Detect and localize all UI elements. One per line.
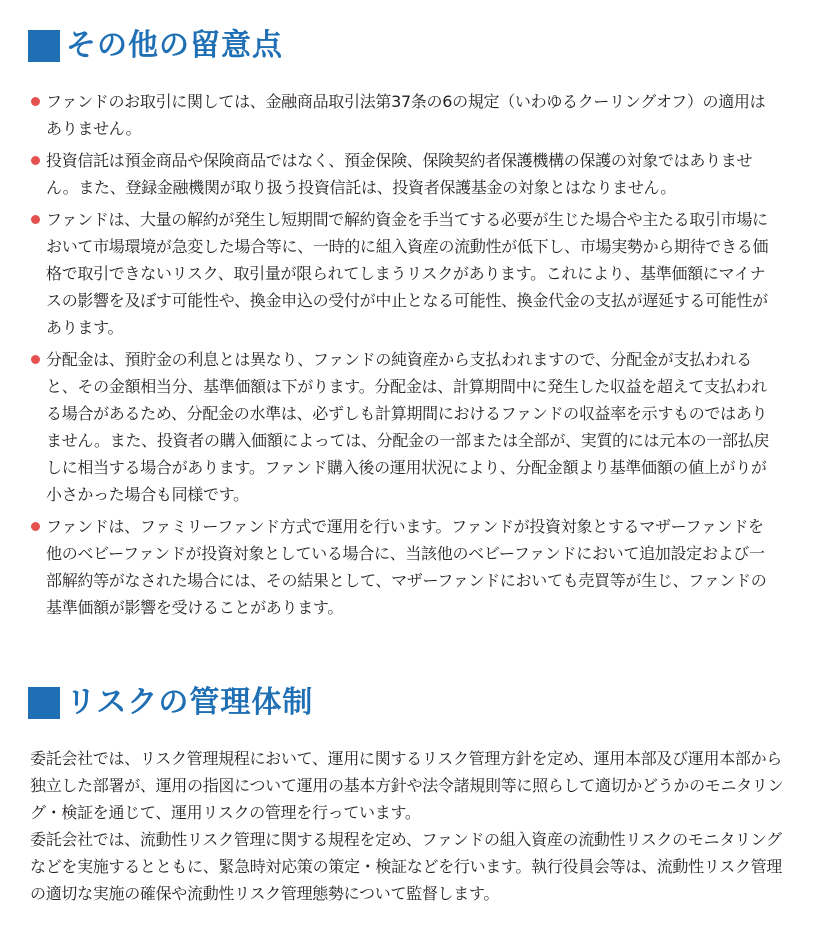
- list-item: [30, 88, 772, 142]
- heading-square-icon: [28, 687, 60, 719]
- heading-square-icon: [28, 30, 60, 62]
- section-title: リスクの管理体制: [66, 685, 314, 720]
- section-heading-risk-management: [28, 683, 313, 723]
- bullet-dot-icon: [31, 97, 40, 106]
- body-paragraph: 委託会社では、リスク管理規程において、運用に関するリスク管理方針を定め、運用本部及び運用本部から独立した部署が、運用の指図について運用の基本方針や法令諸規則等に照らして適切かどうかのモニタリング・検証を通じて、運用リスクの管理を行っています。: [30, 749, 784, 822]
- bullet-dot-icon: [31, 156, 40, 165]
- list-item: [30, 513, 772, 621]
- bullet-dot-icon: [31, 355, 40, 364]
- list-item-text: 投資信託は預金商品や保険商品ではなく、預金保険、保険契約者保護機構の保護の対象ではありません。また、登録金融機関が取り扱う投資信託は、投資者保護基金の対象とはなりません。: [46, 151, 753, 197]
- list-item: [30, 147, 772, 201]
- section-heading-notes: [28, 26, 283, 66]
- list-item: [30, 346, 772, 508]
- bullet-dot-icon: [31, 522, 40, 531]
- bullet-dot-icon: [31, 215, 40, 224]
- list-item: [30, 206, 772, 341]
- notes-list: [30, 88, 772, 626]
- body-paragraph: 委託会社では、流動性リスク管理に関する規程を定め、ファンドの組入資産の流動性リスクのモニタリングなどを実施するとともに、緊急時対応策の策定・検証などを行います。執行役員会等は、流動性リスク管理の適切な実施の確保や流動性リスク管理態勢について監督します。: [30, 830, 783, 903]
- section-title: その他の留意点: [66, 28, 283, 63]
- list-item-text: 分配金は、預貯金の利息とは異なり、ファンドの純資産から支払われますので、分配金が支払われると、その金額相当分、基準価額は下がります。分配金は、計算期間中に発生した収益を超えて支払われる場合があるため、分配金の水準は、必ずしも計算期間におけるファンドの収益率を示すものではありません。また、投資者の購入価額によっては、分配金の一部または全部が、実質的には元本の一部払戻しに相当する場合があります。ファンド購入後の運用状況により、分配金額より基準価額の値上がりが小さかった場合も同様です。: [46, 350, 770, 504]
- list-item-text: ファンドは、大量の解約が発生し短期間で解約資金を手当てする必要が生じた場合や主たる取引市場において市場環境が急変した場合等に、一時的に組入資産の流動性が低下し、市場実勢から期待できる価格で取引できないリスク、取引量が限られてしまうリスクがあります。これにより、基準価額にマイナスの影響を及ぼす可能性や、換金申込の受付が中止となる可能性、換金代金の支払が遅延する可能性があります。: [46, 210, 769, 337]
- list-item-text: ファンドは、ファミリーファンド方式で運用を行います。ファンドが投資対象とするマザーファンドを他のベビーファンドが投資対象としている場合に、当該他のベビーファンドにおいて追加設定および一部解約等がなされた場合には、その結果として、マザーファンドにおいても売買等が生じ、ファンドの基準価額が影響を受けることがあります。: [46, 517, 767, 617]
- list-item-text: ファンドのお取引に関しては、金融商品取引法第37条の6の規定（いわゆるクーリングオフ）の適用はありません。: [46, 92, 766, 138]
